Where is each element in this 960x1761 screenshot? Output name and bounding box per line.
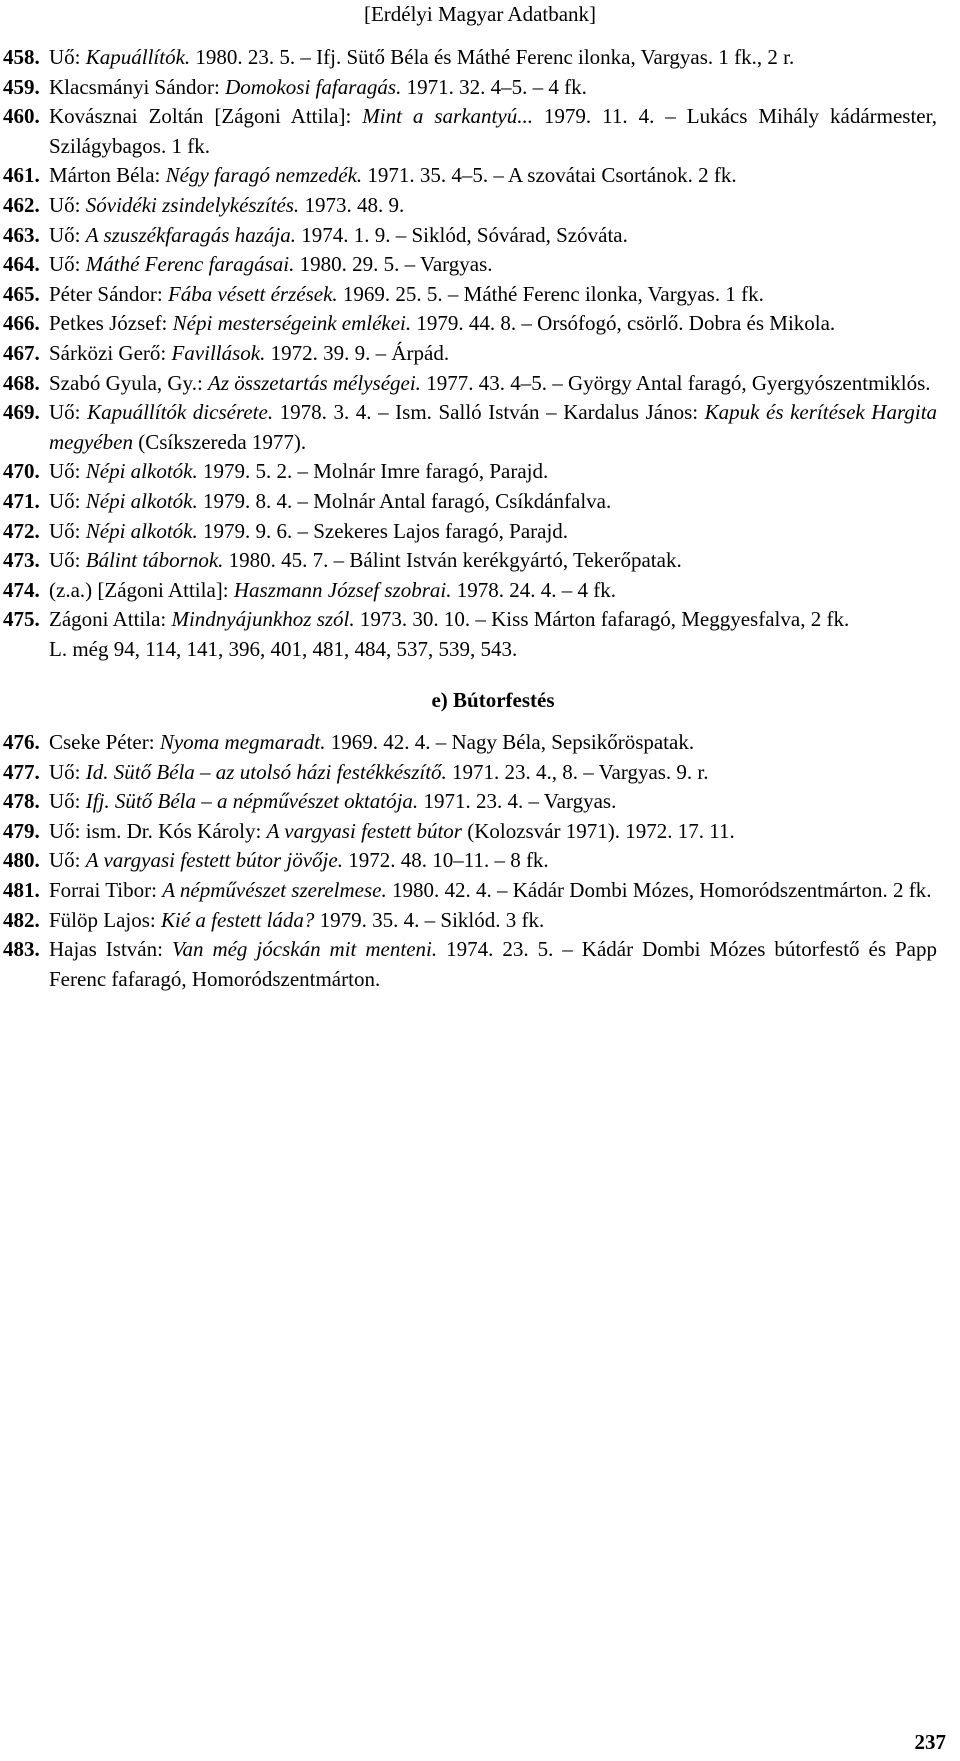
entry-title: Sóvidéki zsindelykészítés. [85,192,300,217]
entry-number: 465. [3,281,40,306]
entry-text: (z.a.) [Zágoni Attila]: [49,577,234,602]
entry-text: 1971. 35. 4–5. – A szovátai Csortánok. 2 fk. [362,163,737,188]
entry-title: Van még jócskán mit menteni. [171,937,438,962]
bibliography-entry [0,517,937,547]
bibliography-entry [0,576,937,606]
entry-text: 1980. 29. 5. – Vargyas. [294,252,493,277]
bibliography-entry [0,102,937,161]
entry-text: 1971. 23. 4., 8. – Vargyas. 9. r. [446,759,709,784]
entry-text: Fülöp Lajos: [49,907,162,932]
bibliography-entry [0,221,937,251]
entry-list-woodcarving [0,43,960,635]
entry-text: Zágoni Attila: [49,607,172,632]
entry-text: Uő: [49,45,86,69]
entry-number: 458. [3,45,40,69]
entry-title: Kapuállítók dicsérete. [87,400,274,425]
bibliography-entry [0,339,937,369]
bibliography-entry [0,758,937,788]
entry-title: Nyoma megmaradt. [159,730,326,755]
bibliography [0,43,960,994]
entry-number: 477. [3,759,40,784]
entry-text: Cseke Péter: [49,730,160,755]
bibliography-entry [0,906,937,936]
entry-title: Az összetartás mélységei. [208,370,421,395]
entry-title: A szuszékfaragás hazája. [85,222,296,247]
entry-text: 1979. 9. 6. – Szekeres Lajos faragó, Parajd. [197,518,569,543]
entry-text: Klacsmányi Sándor: [49,74,226,99]
entry-number: 481. [3,878,40,903]
entry-title: Mint a sarkantyú... [362,104,533,129]
entry-text: Petkes József: [49,311,173,336]
entry-text: 1979. 44. 8. – Orsófogó, csörlő. Dobra és Mikola. [411,311,836,336]
bibliography-entry [0,369,937,399]
bibliography-entry [0,605,937,635]
entry-number: 471. [3,488,40,513]
entry-number: 460. [3,104,40,129]
bibliography-entry [0,73,937,103]
entry-text: Uő: [49,400,88,425]
entry-text: Uő: [49,488,86,513]
entry-title: Máthé Ferenc faragásai. [85,252,295,277]
entry-number: 480. [3,848,40,873]
entry-text: Péter Sándor: [49,281,168,306]
entry-number: 470. [3,459,40,484]
entry-text: Sárközi Gerő: [49,340,172,365]
bibliography-entry [0,817,937,847]
entry-text: Uő: [49,548,86,573]
entry-title: Kapuállítók. [85,45,191,69]
entry-text: Uő: [49,518,86,543]
entry-text: 1974. 23. 5. – Kádár Dombi Mózes bútorfestő és Papp Ferenc fafaragó, Homoródszentmárton. [49,937,937,991]
section-title: e) Bútorfestés [431,688,555,713]
entry-number: 473. [3,548,40,573]
bibliography-entry [0,280,937,310]
entry-text: 1971. 32. 4–5. – 4 fk. [401,74,587,99]
entry-text: Uő: [49,759,86,784]
entry-text: Uő: [49,192,86,217]
entry-number: 478. [3,789,40,814]
entry-text: 1972. 39. 9. – Árpád. [265,340,450,365]
entry-title: Népi alkotók. [85,488,198,513]
entry-text: Szabó Gyula, Gy.: [49,370,209,395]
entry-title: Favillások. [171,340,266,365]
entry-title: Népi alkotók. [85,459,198,484]
entry-text: 1974. 1. 9. – Siklód, Sóvárad, Szóváta. [295,222,628,247]
entry-number: 483. [3,937,40,962]
page-header: [Erdélyi Magyar Adatbank] [363,2,597,26]
entry-text: Kovásznai Zoltán [Zágoni Attila]: [49,104,363,129]
entry-title: Ifj. Sütő Béla – a népművészet oktatója. [85,789,419,814]
entry-number: 475. [3,607,40,632]
entry-text: 1979. 11. 4. – Lukács Mihály kádármester, Szilágybagos. 1 fk. [49,104,938,158]
entry-title: Domokosi fafaragás. [225,74,402,99]
entry-number: 469. [3,400,40,425]
entry-text: 1978. 3. 4. – Ism. Salló István – Kardalus János: [273,400,705,425]
entry-number: 464. [3,252,40,277]
see-also-note: L. még 94, 114, 141, 396, 401, 481, 484, 537, 539, 543. [49,636,518,661]
bibliography-entry [0,398,937,457]
entry-number: 468. [3,370,40,395]
entry-text: Hajas István: [49,937,172,962]
bibliography-entry [0,250,937,280]
entry-number: 472. [3,518,40,543]
bibliography-entry [0,457,937,487]
bibliography-entry [0,309,937,339]
entry-text: Forrai Tibor: [49,878,163,903]
entry-text: 1979. 5. 2. – Molnár Imre faragó, Parajd. [197,459,549,484]
entry-title: Kapuk és kerítések Hargita megyében [49,400,938,454]
bibliography-entry [0,935,937,994]
entry-text: (Csíkszereda 1977). [132,429,307,454]
entry-number: 476. [3,730,40,755]
entry-text: 1979. 35. 4. – Siklód. 3 fk. [314,907,545,932]
entry-title: Mindnyájunkhoz szól. [171,607,355,632]
entry-text: 1980. 45. 7. – Bálint István kerékgyártó, Tekerőpatak. [223,548,682,573]
entry-text: 1969. 42. 4. – Nagy Béla, Sepsikőröspatak. [325,730,695,755]
entry-text: Uő: ism. Dr. Kós Károly: [49,818,267,843]
bibliography-entry [0,546,937,576]
entry-text: 1980. 42. 4. – Kádár Dombi Mózes, Homoródszentmárton. 2 fk. [386,878,932,903]
entry-text: Márton Béla: [49,163,166,188]
entry-text: (Kolozsvár 1971). 1972. 17. 11. [461,818,735,843]
bibliography-entry [0,191,937,221]
entry-text: 1978. 24. 4. – 4 fk. [451,577,616,602]
bibliography-entry [0,787,937,817]
entry-list-furniture-painting [0,728,960,994]
entry-text: 1973. 48. 9. [299,192,405,217]
bibliography-entry [0,876,937,906]
entry-text: Uő: [49,252,86,277]
entry-text: Uő: [49,848,86,873]
bibliography-entry [0,43,937,73]
entry-number: 459. [3,74,40,99]
entry-title: Négy faragó nemzedék. [165,163,363,188]
entry-number: 462. [3,192,40,217]
entry-number: 482. [3,907,40,932]
bibliography-entry [0,728,937,758]
entry-text: 1973. 30. 10. – Kiss Márton fafaragó, Meggyesfalva, 2 fk. [354,607,850,632]
entry-number: 467. [3,340,40,365]
bibliography-entry [0,161,937,191]
entry-number: 479. [3,818,40,843]
entry-number: 474. [3,577,40,602]
entry-title: Kié a festett láda? [161,907,315,932]
entry-title: Népi mesterségeink emlékei. [172,311,412,336]
entry-text: Uő: [49,459,86,484]
entry-text: 1969. 25. 5. – Máthé Ferenc ilonka, Vargyas. 1 fk. [337,281,764,306]
entry-text: 1977. 43. 4–5. – György Antal faragó, Gyergyószentmiklós. [420,370,931,395]
entry-text: 1979. 8. 4. – Molnár Antal faragó, Csíkdánfalva. [197,488,612,513]
entry-text: 1980. 23. 5. – Ifj. Sütő Béla és Máthé Ferenc ilonka, Vargyas. 1 fk., 2 r. [190,45,795,69]
entry-title: Fába vésett érzések. [167,281,338,306]
entry-title: Népi alkotók. [85,518,198,543]
entry-number: 463. [3,222,40,247]
entry-text: 1972. 48. 10–11. – 8 fk. [342,848,549,873]
entry-title: Bálint tábornok. [85,548,224,573]
entry-title: A népművészet szerelmese. [162,878,387,903]
entry-text: Uő: [49,222,86,247]
entry-title: A vargyasi festett bútor [266,818,462,843]
page-number: 237 [914,1730,946,1754]
bibliography-entry [0,487,937,517]
entry-title: Id. Sütő Béla – az utolsó házi festékkészítő. [85,759,447,784]
entry-text: 1971. 23. 4. – Vargyas. [418,789,617,814]
bibliography-entry [0,846,937,876]
entry-title: A vargyasi festett bútor jövője. [85,848,343,873]
entry-number: 466. [3,311,40,336]
entry-text: Uő: [49,789,86,814]
entry-number: 461. [3,163,40,188]
entry-title: Haszmann József szobrai. [233,577,452,602]
